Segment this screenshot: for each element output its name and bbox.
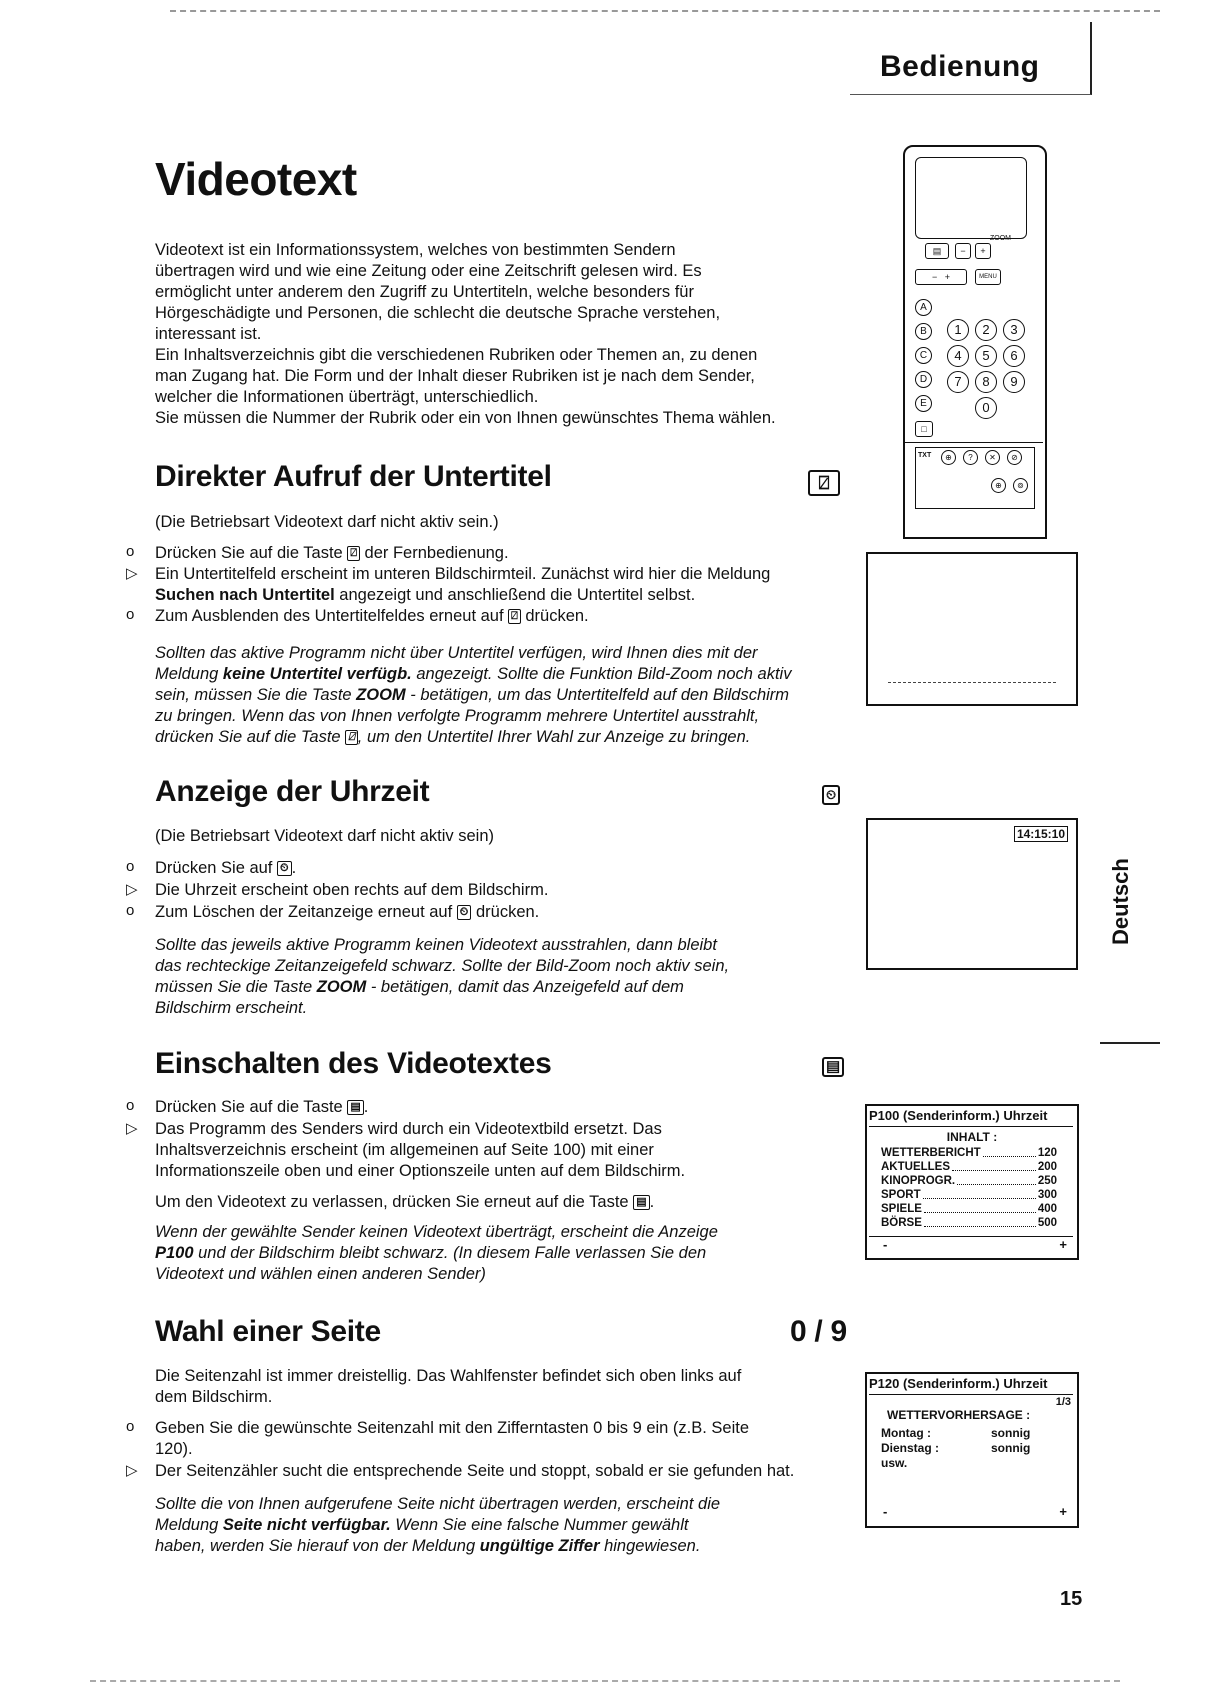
- section-header: Bedienung: [880, 50, 1040, 83]
- teletext-key-icon: ▤: [347, 1100, 363, 1115]
- teletext-key-icon: ▤: [633, 1195, 649, 1210]
- subtitle-field: [888, 682, 1056, 683]
- sec1-note: (Die Betriebsart Videotext darf nicht aktiv sein.): [155, 513, 499, 531]
- remote-control-illustration: [903, 145, 1047, 539]
- subtitle-key-icon: ⍁: [508, 609, 521, 624]
- teletext-header: P100 (Senderinform.) Uhrzeit: [869, 1108, 1073, 1127]
- tv-screen-weather: [865, 1372, 1079, 1528]
- step-bullet-icon: o: [126, 1418, 135, 1435]
- remote-divider: [903, 442, 1043, 443]
- clock-key-icon: ⏲: [277, 861, 292, 876]
- heading-teletext-on: Einschalten des Videotextes: [155, 1047, 552, 1080]
- weather-row: usw.: [881, 1456, 908, 1470]
- sec1-step2: Zum Ausblenden des Untertitelfeldes erneut auf ⍁ drücken.: [155, 607, 589, 625]
- digit-6-icon: 6: [1003, 345, 1025, 367]
- intro-line: ermöglicht unter anderem den Zugriff zu Untertiteln, welche besonders für: [155, 283, 694, 301]
- intro-line: übertragen wird und wie eine Zeitung oder eine Zeitschrift gelesen wird. Es: [155, 262, 702, 280]
- heading-subtitles: Direkter Aufruf der Untertitel: [155, 460, 552, 493]
- sec4-note-italic: Sollte die von Ihnen aufgerufene Seite nicht übertragen werden, erscheint die Meldung Seite nicht verfügbar. Wenn Sie eine falsche Nummer gewählt haben, werden Sie hierauf von der Meldung ungültige Ziffer hingewiesen.: [155, 1495, 721, 1555]
- square-key-icon: □: [915, 421, 933, 437]
- option-bar: [869, 1504, 1073, 1522]
- tt-key-icon: ⊕: [991, 478, 1006, 493]
- tt-button-icon: ▤: [925, 243, 949, 259]
- weather-row: Montag : sonnig: [881, 1426, 1031, 1440]
- weather-list: [881, 1426, 1030, 1471]
- index-row: WETTERBERICHT 120: [881, 1147, 1057, 1159]
- index-row: AKTUELLES 200: [881, 1161, 1057, 1173]
- index-row: SPIELE 400: [881, 1203, 1057, 1215]
- option-minus: -: [883, 1237, 888, 1252]
- subtitle-key-icon: ⍁: [347, 546, 360, 561]
- sec3-exit: Um den Videotext zu verlassen, drücken Sie erneut auf die Taste ▤ .: [155, 1193, 655, 1211]
- sec4-intro: Die Seitenzahl ist immer dreistellig. Das Wahlfenster befindet sich oben links auf dem Bildschirm.: [155, 1367, 742, 1406]
- clock-key-icon: ⏲: [822, 785, 840, 805]
- zoom-plus-icon: +: [975, 243, 991, 259]
- digit-8-icon: 8: [975, 371, 997, 393]
- intro-line: Videotext ist ein Informationssystem, welches von bestimmten Sendern: [155, 241, 676, 259]
- tt-key-icon: ✕: [985, 450, 1000, 465]
- result-arrow-icon: ▷: [126, 565, 138, 582]
- index-title: INHALT :: [946, 1130, 998, 1144]
- result-arrow-icon: ▷: [126, 1462, 138, 1479]
- step-bullet-icon: o: [126, 858, 135, 875]
- index-row: SPORT 300: [881, 1189, 1057, 1201]
- digit-keys-label: 0 / 9: [790, 1315, 847, 1348]
- digit-4-icon: 4: [947, 345, 969, 367]
- sec2-step2: Zum Löschen der Zeitanzeige erneut auf ⏲ drücken.: [155, 903, 540, 921]
- step-bullet-icon: o: [126, 1097, 135, 1114]
- zoom-minus-icon: −: [955, 243, 971, 259]
- bottom-rule: [90, 1680, 1120, 1682]
- option-bar: [869, 1236, 1073, 1255]
- sec1-result: Ein Untertitelfeld erscheint im unteren Bildschirmteil. Zunächst wird hier die Meldung Suchen nach Untertitel angezeigt und anschließend die Untertitel selbst.: [155, 565, 771, 604]
- key-c-icon: C: [915, 347, 932, 364]
- clock-key-icon: ⏲: [457, 905, 472, 920]
- tt-key-icon: ⊚: [1013, 478, 1028, 493]
- heading-clock: Anzeige der Uhrzeit: [155, 775, 430, 808]
- tt-key-icon: ⊘: [1007, 450, 1022, 465]
- key-b-icon: B: [915, 323, 932, 340]
- teletext-header: P120 (Senderinform.) Uhrzeit: [869, 1376, 1073, 1395]
- option-plus: +: [1059, 1237, 1067, 1252]
- page-fraction: 1/3: [1055, 1396, 1071, 1408]
- digit-0-icon: 0: [975, 397, 997, 419]
- intro-text: [155, 240, 855, 429]
- sec3-result: Das Programm des Senders wird durch ein Videotextbild ersetzt. Das Inhaltsverzeichnis erscheint (im allgemeinen auf Seite 100) mit einer Informationszeile oben und einer Optionszeile unten auf dem Bildschirm.: [155, 1120, 686, 1180]
- page-number: 15: [1060, 1588, 1083, 1610]
- minus-plus-rocker-icon: − +: [915, 269, 967, 285]
- step-bullet-icon: o: [126, 606, 135, 623]
- digit-9-icon: 9: [1003, 371, 1025, 393]
- tv-screen-index: [865, 1104, 1079, 1260]
- key-a-icon: A: [915, 299, 932, 316]
- sec3-note-italic: Wenn der gewählte Sender keinen Videotext überträgt, erscheint die Anzeige P100 und der Bildschirm bleibt schwarz. (In diesem Falle verlassen Sie den Videotext und wählen einen anderen Sender): [155, 1223, 718, 1283]
- sec4-result: Der Seitenzähler sucht die entsprechende Seite und stoppt, sobald er sie gefunden hat.: [155, 1462, 795, 1480]
- digit-1-icon: 1: [947, 319, 969, 341]
- index-row: KINOPROGR. 250: [881, 1175, 1057, 1187]
- menu-button-icon: MENU: [975, 269, 1001, 285]
- sec3-step1: Drücken Sie auf die Taste ▤ .: [155, 1098, 369, 1116]
- subtitle-key-icon: ⍁: [808, 470, 840, 496]
- key-e-icon: E: [915, 395, 932, 412]
- txt-label: TXT: [918, 452, 932, 459]
- digit-7-icon: 7: [947, 371, 969, 393]
- intro-line: man Zugang hat. Die Form und der Inhalt dieser Rubriken ist je nach dem Sender,: [155, 367, 755, 385]
- teletext-keypad: [915, 447, 1035, 509]
- sec4-step1: Geben Sie die gewünschte Seitenzahl mit den Zifferntasten 0 bis 9 ein (z.B. Seite 120).: [155, 1419, 750, 1458]
- sec1-note-italic: Sollten das aktive Programm nicht über Untertitel verfügen, wird Ihnen dies mit der Meldung keine Untertitel verfügb. angezeigt. Sollte die Funktion Bild-Zoom noch aktiv sein, müssen Sie die Taste ZOOM - betätigen, um das Untertitelfeld auf den Bildschirm zu bringen. Wenn das von Ihnen verfolgte Programm mehrere Untertitel ausstrahlt, drücken Sie auf die Taste ⍁ , um den Untertitel Ihrer Wahl zur Anzeige zu bringen.: [155, 644, 792, 746]
- heading-page-select: Wahl einer Seite: [155, 1315, 381, 1348]
- option-minus: -: [883, 1504, 888, 1519]
- zoom-label: ZOOM: [990, 235, 1011, 242]
- result-arrow-icon: ▷: [126, 1120, 138, 1137]
- intro-line: interessant ist.: [155, 325, 262, 343]
- intro-line: Ein Inhaltsverzeichnis gibt die verschiedenen Rubriken oder Themen an, zu denen: [155, 346, 758, 364]
- language-tab-rule: [1100, 1042, 1160, 1044]
- language-tab: Deutsch: [1108, 858, 1133, 945]
- sec2-note: (Die Betriebsart Videotext darf nicht aktiv sein): [155, 827, 495, 845]
- sec2-note-italic: Sollte das jeweils aktive Programm keinen Videotext ausstrahlen, dann bleibt das rechteckige Zeitanzeigefeld schwarz. Sollte der Bild-Zoom noch aktiv sein, müssen Sie die Taste ZOOM - betätigen, damit das Anzeigefeld auf dem Bildschirm erscheint.: [155, 936, 730, 1017]
- intro-line: Hörgeschädigte und Personen, die schlecht die deutsche Sprache verstehen,: [155, 304, 721, 322]
- sec1-step1: Drücken Sie auf die Taste ⍁ der Fernbedienung.: [155, 544, 509, 562]
- step-bullet-icon: o: [126, 543, 135, 560]
- result-arrow-icon: ▷: [126, 881, 138, 898]
- weather-row: Dienstag : sonnig: [881, 1441, 1031, 1455]
- clock-display: 14:15:10: [1014, 826, 1068, 842]
- weather-title: WETTERVORHERSAGE :: [887, 1408, 1031, 1422]
- sec2-step1: Drücken Sie auf ⏲ .: [155, 859, 297, 877]
- digit-5-icon: 5: [975, 345, 997, 367]
- digit-2-icon: 2: [975, 319, 997, 341]
- page-title: Videotext: [155, 153, 357, 205]
- intro-line: Sie müssen die Nummer der Rubrik oder ein von Ihnen gewünschtes Thema wählen.: [155, 409, 776, 427]
- tt-key-icon: ⊕: [941, 450, 956, 465]
- remote-display: [915, 157, 1027, 239]
- sec2-result: Die Uhrzeit erscheint oben rechts auf dem Bildschirm.: [155, 881, 549, 899]
- tt-key-icon: ?: [963, 450, 978, 465]
- digit-3-icon: 3: [1003, 319, 1025, 341]
- tv-screen-clock: [866, 818, 1078, 970]
- key-d-icon: D: [915, 371, 932, 388]
- subtitle-key-icon: ⍁: [345, 730, 358, 745]
- top-rule: [170, 10, 1160, 12]
- tv-screen-subtitle: [866, 552, 1078, 706]
- intro-line: welcher die Informationen überträgt, unterschiedlich.: [155, 388, 539, 406]
- option-plus: +: [1059, 1504, 1067, 1519]
- index-row: BÖRSE 500: [881, 1217, 1057, 1229]
- index-list: [881, 1146, 1057, 1230]
- teletext-key-icon: ▤: [822, 1057, 844, 1077]
- step-bullet-icon: o: [126, 902, 135, 919]
